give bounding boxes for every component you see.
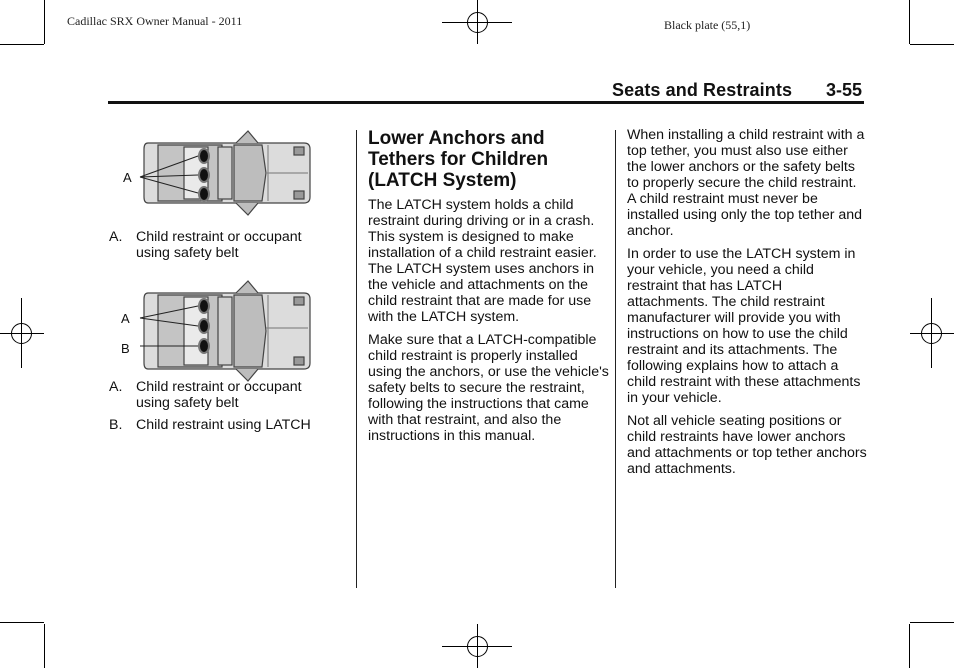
paragraph: The LATCH system holds a child restraint during driving or in a crash. This system is designed to make installation of a child restraint easier. The LATCH system uses anchors in the vehicle and attachments on the child restraint that are made for use with the LATCH system. (368, 197, 597, 325)
caption-text: Child restraint or occupant using safety belt (136, 379, 302, 411)
article-heading: Lower Anchors and Tethers for Children (LATCH System) (368, 128, 549, 191)
page-number: 3-55 (826, 80, 863, 100)
column-divider-left (356, 130, 357, 588)
article-column-right (627, 127, 867, 484)
vehicle-diagram-1 (118, 133, 318, 213)
caption-text: Child restraint using LATCH (136, 417, 311, 433)
header-rule (108, 101, 864, 104)
paragraph: Make sure that a LATCH-compatible child restraint is properly installed using the anchors, or use the vehicle's safety belts to secure the restraint, following the instructions that came with that restraint, and also the instructions in this manual. (368, 332, 609, 444)
fig2-label-a: A (121, 311, 130, 326)
caption-text: Child restraint or occupant using safety belt (136, 229, 302, 261)
section-title: Seats and Restraints (612, 80, 793, 100)
caption-letter: A. (109, 229, 123, 245)
fig1-label-a: A (123, 170, 132, 185)
paragraph: When installing a child restraint with a top tether, you must also use either the lower anchors or the safety belts to properly secure the child restraint. A child restraint must never be installed using only the top tether and anchor. (627, 127, 865, 239)
document-title: Cadillac SRX Owner Manual - 2011 (67, 14, 243, 28)
caption-letter: A. (109, 379, 123, 395)
fig2-label-b: B (121, 341, 130, 356)
paragraph: In order to use the LATCH system in your vehicle, you need a child restraint that has LATCH attachments. The child restraint manufacturer will provide you with instructions on how to use the child restraint and its attachments. The following explains how to attach a child restraint with these attachments in your vehicle. (627, 246, 861, 406)
article-column-middle (368, 128, 610, 451)
paragraph: Not all vehicle seating positions or child restraints have lower anchors and attachments or top tether anchors and attachments. (627, 413, 867, 477)
column-divider-right (615, 130, 616, 588)
vehicle-diagram-2 (118, 288, 318, 368)
plate-label: Black plate (55,1) (664, 18, 751, 32)
caption-letter: B. (109, 417, 123, 433)
